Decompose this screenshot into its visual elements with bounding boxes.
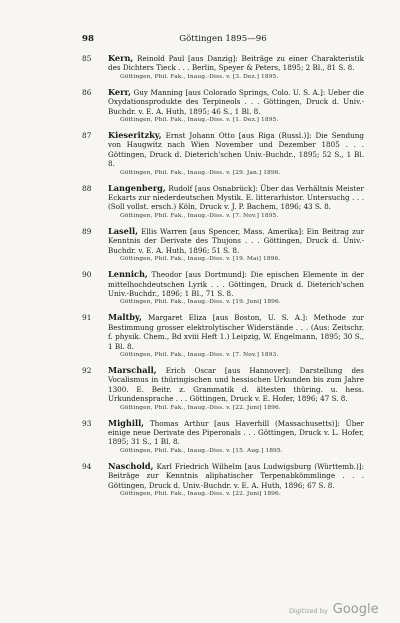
google-watermark	[289, 598, 379, 617]
dissertation-note: Göttingen, Phil. Fak., Inaug.-Diss. v. [19. Juni] 1896.	[120, 299, 281, 306]
entry-number: 85	[82, 54, 92, 63]
bibliography-entry	[82, 184, 364, 220]
bibliography-entry	[82, 419, 364, 455]
entry-citation: Karl Friedrich Wilhelm [aus Ludwigsburg (Württemb.)]: Beiträge zur Kenntnis aliphatischer Terpenabkömmlinge . . . Göttingen, Druck d. Univ.-Buchdr. v. E. A. Huth, 1896; 67 S. 8.	[108, 461, 364, 490]
entry-number: 89	[82, 226, 92, 236]
bibliography-entry	[82, 313, 364, 359]
bibliography-entry	[82, 270, 364, 306]
author-surname: Kern,	[108, 53, 134, 63]
entry-citation: Guy Manning [aus Colorado Springs, Colo. U. S. A.]: Ueber die Oxydationsprodukte des Terpineols . . . Göttingen, Druck d. Univ.-Buchdr. v. E. A. Huth, 1895; 46 S., 1 Bl. 8.	[108, 87, 364, 116]
entry-number: 91	[82, 313, 92, 323]
entry-citation: Erich Oscar [aus Hannover]: Darstellung des Vocalismus in thüringischen und hessischen Urkunden bis zum Jahre 1300. E. Beitr. z. Grammatik d. ältesten thüring. u. hess. Urkundensprache . . . Göttingen, Druck v. E. Hofer, 1896; 47 S. 8.	[108, 365, 364, 404]
author-surname: Lennich,	[108, 269, 148, 280]
running-title: Göttingen 1895—96	[179, 34, 267, 44]
entry-text	[108, 270, 364, 298]
entry-text	[108, 366, 364, 404]
entry-text	[108, 419, 364, 447]
author-surname: Mighill,	[108, 417, 145, 428]
entry-list	[82, 54, 364, 505]
entry-text	[108, 184, 364, 212]
dissertation-note: Göttingen, Phil. Fak., Inaug.-Diss. v. [7. Nov.] 1895.	[120, 212, 279, 219]
bibliography-entry	[82, 462, 364, 498]
dissertation-note: Göttingen, Phil. Fak., Inaug.-Diss. v. [29. Jan.] 1896.	[120, 169, 281, 176]
entry-citation: Margaret Eliza [aus Boston, U. S. A.]: Methode zur Bestimmung grosser elektrolytischer Widerstände . . . (Aus: Zeitschr. f. physik. Chem., Bd xviii Heft 1.) Leipzig, W. Engelmann, 1895; 30 S., 1 Bl. 8.	[108, 313, 364, 351]
bibliography-entry	[82, 131, 364, 177]
entry-citation: Ernst Johann Otto [aus Riga (Russl.)]: Die Sendung von Haugwitz nach Wien November und Dezember 1805 . . . Göttingen, Druck d. Dieterich'schen Univ.-Buchdr., 1895; 52 S., 1 Bl. 8.	[108, 131, 364, 169]
dissertation-note: Göttingen, Phil. Fak., Inaug.-Diss. v. [3. Dez.] 1895.	[120, 73, 279, 80]
bibliography-entry	[82, 227, 364, 263]
entry-citation: Thomas Arthur [aus Haverhill (Massachusetts)]: Über einige neue Derivate des Piperonals . . . Göttingen, Druck v. L. Hofer, 1895; 31 S., 1 Bl. 8.	[108, 418, 364, 447]
entry-number: 93	[82, 418, 92, 428]
entry-text	[108, 54, 364, 73]
watermark-prefix: Digitized by	[289, 607, 328, 615]
entry-citation: Ellis Warren [aus Spencer, Mass. Amerika]: Ein Beitrag zur Kenntnis der Derivate des Thujons . . . Göttingen, Druck d. Univ.-Buchdr. v. E. A. Huth, 1896; 51 S. 8.	[108, 226, 364, 255]
bibliography-entry	[82, 54, 364, 81]
author-surname: Lasell,	[108, 225, 138, 236]
bibliography-entry	[82, 366, 364, 412]
entry-citation: Reinold Paul [aus Danzig]: Beiträge zu einer Charakteristik des Dichters Tieck . . . Berlin, Speyer & Peters, 1895; 2 Bl., 81 S. 8.	[108, 54, 364, 73]
entry-number: 92	[82, 365, 92, 375]
dissertation-note: Göttingen, Phil. Fak., Inaug.-Diss. v. [19. Mai] 1896.	[120, 256, 281, 263]
entry-citation: Theodor [aus Dortmund]: Die epischen Elemente in der mittelhochdeutschen Lyrik . . . Göttingen, Druck d. Dieterich'schen Univ.-Buchdr., 1896; 1 Bl., 71 S. 8.	[108, 270, 364, 298]
author-surname: Marschall,	[108, 364, 157, 375]
entry-text	[108, 462, 364, 490]
dissertation-note: Göttingen, Phil. Fak., Inaug.-Diss. v. [7. Nov.] 1893.	[120, 351, 279, 358]
page-number: 98	[82, 34, 94, 44]
page-header	[82, 34, 364, 46]
entry-number: 87	[82, 131, 92, 141]
dissertation-note: Göttingen, Phil. Fak., Inaug.-Diss. v. [22. Juni] 1896.	[120, 491, 281, 497]
entry-number: 86	[82, 87, 92, 97]
entry-text	[108, 313, 364, 351]
dissertation-note: Göttingen, Phil. Fak., Inaug.-Diss. v. [1. Dez.] 1895.	[120, 117, 279, 124]
dissertation-note: Göttingen, Phil. Fak., Inaug.-Diss. v. [22. Juni] 1896.	[120, 404, 281, 411]
entry-number: 94	[82, 461, 92, 471]
dissertation-note: Göttingen, Phil. Fak., Inaug.-Diss. v. [15. Aug.] 1895.	[120, 447, 283, 454]
entry-text	[108, 227, 364, 255]
author-surname: Naschold,	[108, 460, 154, 471]
author-surname: Langenberg,	[108, 182, 166, 193]
entry-text	[108, 131, 364, 169]
entry-text	[108, 88, 364, 116]
entry-citation: Rudolf [aus Osnabrück]: Über das Verhältnis Meister Eckarts zur niederdeutschen Mystik. E. litterarhistor. Untersuchg . . . (Soll vollst. ersch.) Köln, Druck v. J. P. Bachem, 1896; 43 S. 8.	[108, 183, 364, 212]
entry-number: 88	[82, 183, 92, 193]
bibliography-entry	[82, 88, 364, 124]
author-surname: Maltby,	[108, 312, 142, 323]
entry-number: 90	[82, 270, 92, 280]
google-logo: Google	[332, 602, 379, 617]
author-surname: Kieseritzky,	[108, 130, 162, 141]
author-surname: Kerr,	[108, 86, 132, 97]
